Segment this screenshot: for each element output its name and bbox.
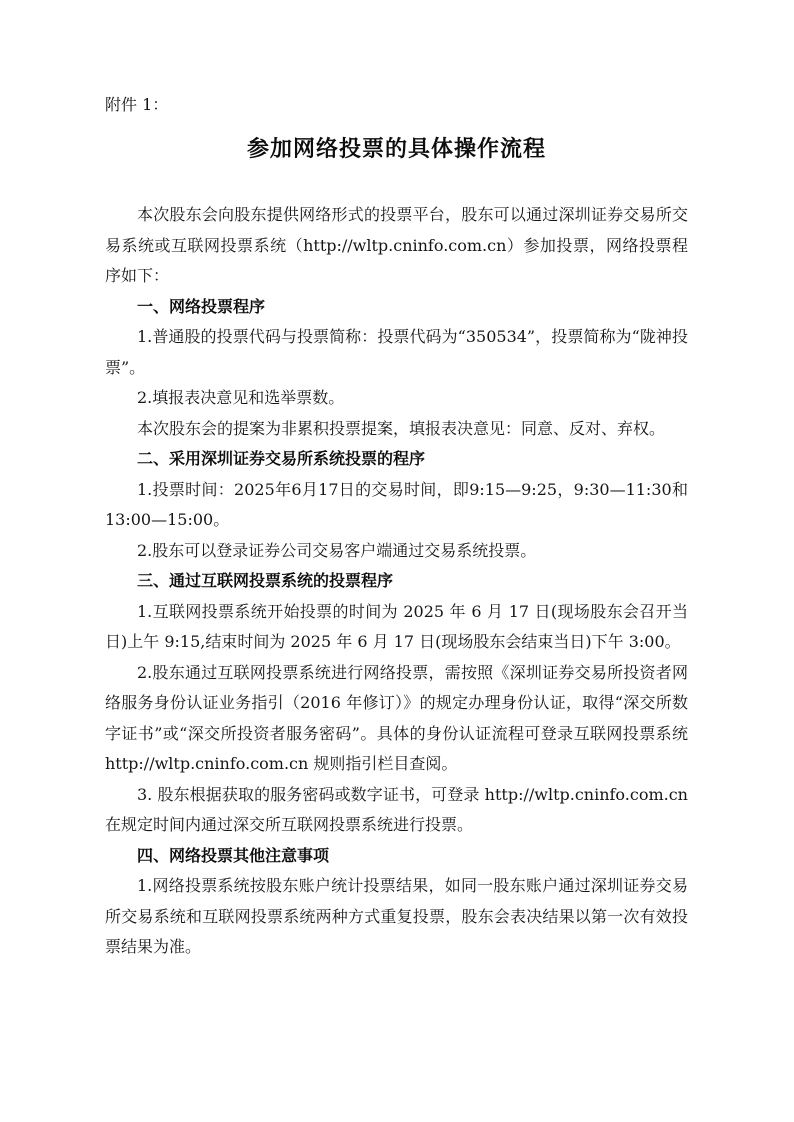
section-heading-3: 三、通过互联网投票系统的投票程序: [137, 571, 394, 590]
para-intro: 本次股东会向股东提供网络形式的投票平台，股东可以通过深圳证券交易所交易系统或互联网投票系统（http://wltp.cninfo.com.cn）参加投票，网络投票程序如下：: [105, 205, 688, 285]
section-heading-4: 四、网络投票其他注意事项: [137, 845, 330, 865]
section-heading-1: 一、网络投票程序: [137, 296, 266, 316]
section-heading-2: 二、采用深圳证券交易所系统投票的程序: [137, 449, 426, 468]
para-3-3: 3. 股东根据获取的服务密码或数字证书，可登录 http://wltp.cninfo.com.cn 在规定时间内通过深交所互联网投票系统进行投票。: [105, 784, 688, 834]
attachment-label: 附件 1：: [105, 95, 169, 114]
document-title: 参加网络投票的具体操作流程: [246, 137, 546, 162]
para-1-2: 2.填报表决意见和选举票数。: [137, 388, 345, 407]
para-3-1: 1.互联网投票系统开始投票的时间为 2025 年 6 月 17 日(现场股东会召开当日)上午 9:15,结束时间为 2025 年 6 月 17 日(现场股东会结束当日)下午 3:00。: [105, 601, 688, 651]
para-1-2-note: 本次股东会的提案为非累积投票提案，填报表决意见：同意、反对、弃权。: [137, 418, 666, 438]
para-3-2: 2.股东通过互联网投票系统进行网络投票，需按照《深圳证券交易所投资者网络服务身份认证业务指引（2016 年修订）》的规定办理身份认证，取得“深交所数字证书”或“深交所投资者服务密码”。具体的身份认证流程可登录互联网投票系统 http://wltp.cninfo.com.cn 规则指引栏目查阅。: [105, 662, 688, 773]
para-1-1: 1.普通股的投票代码与投票简称：投票代码为“350534”，投票简称为“陇神投票”。: [105, 327, 688, 377]
para-4-1: 1.网络投票系统按股东账户统计投票结果，如同一股东账户通过深圳证券交易所交易系统和互联网投票系统两种方式重复投票，股东会表决结果以第一次有效投票结果为准。: [105, 876, 688, 956]
document-body: [105, 200, 688, 963]
para-2-2: 2.股东可以登录证券公司交易客户端通过交易系统投票。: [137, 540, 537, 560]
para-2-1: 1.投票时间：2025年6月17日的交易时间，即9:15—9:25，9:30—11:30和13:00—15:00。: [105, 479, 688, 529]
